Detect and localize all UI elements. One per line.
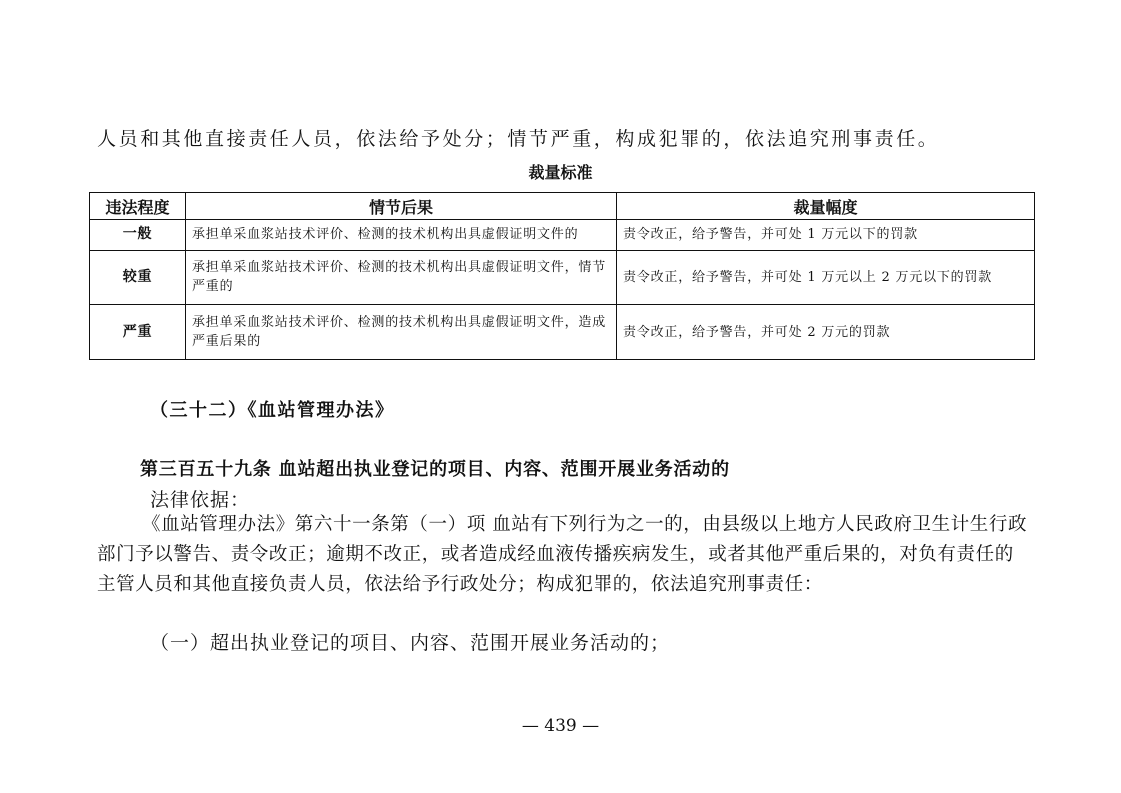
- penalty-cell: 责令改正，给予警告，并可处 1 万元以上 2 万元以下的罚款: [617, 250, 1035, 305]
- header-penalty: 裁量幅度: [617, 193, 1035, 220]
- table-row: [90, 305, 1035, 360]
- legal-basis-text: 《血站管理办法》第六十一条第（一）项 血站有下列行为之一的，由县级以上地方人民政府卫生计生行政部门予以警告、责令改正；逾期不改正，或者造成经血液传播疾病发生，或者其他严重后果的，对负有责任的主管人员和其他直接负责人员，依法给予行政处分；构成犯罪的，依法追究刑事责任：: [97, 514, 1028, 595]
- item-one: （一）超出执业登记的项目、内容、范围开展业务活动的；: [150, 632, 671, 654]
- header-level: 违法程度: [90, 193, 186, 220]
- table-title: 裁量标准: [528, 163, 593, 182]
- table-row: [90, 220, 1035, 251]
- page-number: — 439 —: [521, 716, 600, 736]
- circumstance-cell: 承担单采血浆站技术评价、检测的技术机构出具虚假证明文件，情节严重的: [186, 250, 617, 305]
- penalty-cell: 责令改正，给予警告，并可处 2 万元的罚款: [617, 305, 1035, 360]
- header-circumstance: 情节后果: [186, 193, 617, 220]
- standard-table: [89, 192, 1035, 360]
- table-row: [90, 250, 1035, 305]
- circumstance-cell: 承担单采血浆站技术评价、检测的技术机构出具虚假证明文件，造成严重后果的: [186, 305, 617, 360]
- level-cell: 严重: [90, 305, 186, 360]
- table-header-row: [90, 193, 1035, 220]
- article-title: 第三百五十九条 血站超出执业登记的项目、内容、范围开展业务活动的: [140, 459, 730, 480]
- penalty-cell: 责令改正，给予警告，并可处 1 万元以下的罚款: [617, 220, 1035, 251]
- intro-line: 人员和其他直接责任人员，依法给予处分；情节严重，构成犯罪的，依法追究刑事责任。: [97, 128, 940, 150]
- section-heading: （三十二）《血站管理办法》: [150, 400, 395, 421]
- level-cell: 较重: [90, 250, 186, 305]
- circumstance-cell: 承担单采血浆站技术评价、检测的技术机构出具虚假证明文件的: [186, 220, 617, 251]
- legal-basis-label: 法律依据：: [150, 489, 251, 511]
- level-cell: 一般: [90, 220, 186, 251]
